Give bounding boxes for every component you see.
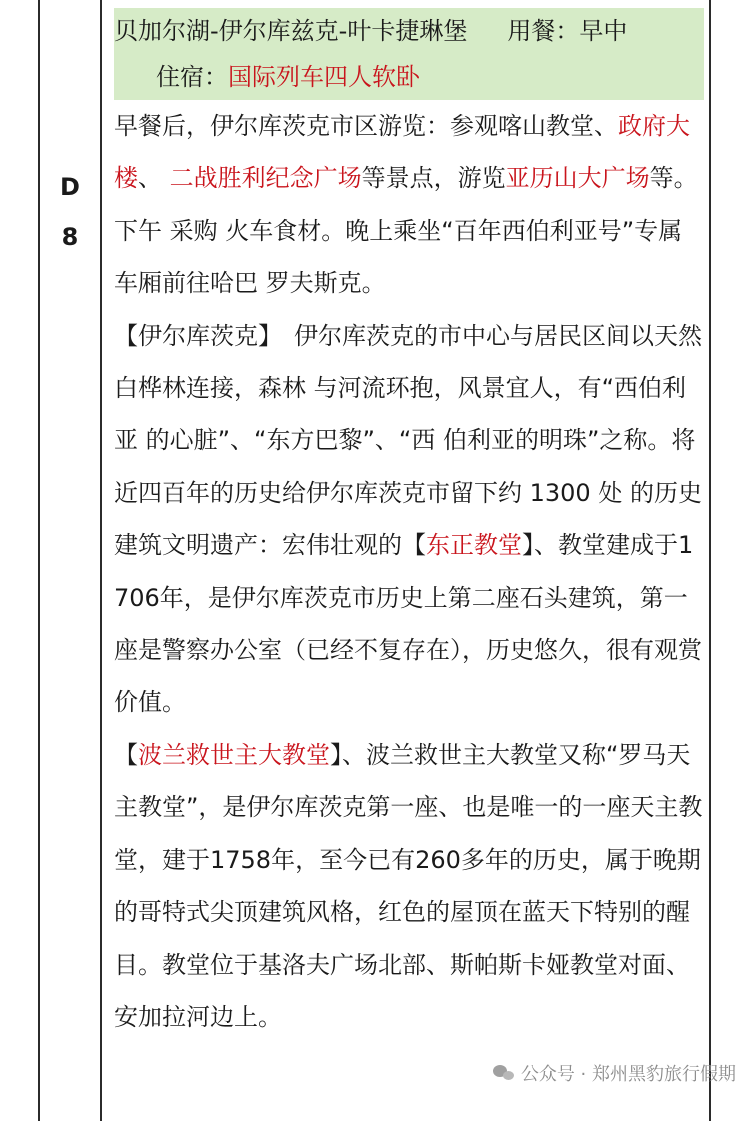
- lodging-value: 国际列车四人软卧: [228, 63, 420, 91]
- watermark-text: 公众号 · 郑州黑豹旅行假期: [520, 1064, 736, 1085]
- table-border-right: [709, 0, 711, 1121]
- highlight-text: 东正教堂: [426, 531, 522, 560]
- meal-info: 用餐：早中: [507, 17, 628, 45]
- lodging-label: 住宿：: [156, 63, 228, 91]
- highlight-text: 二战胜利纪念广场: [169, 164, 362, 193]
- body-text: 等景点，游览: [361, 164, 506, 193]
- body-text: 【: [114, 740, 138, 769]
- body-text: 、: [138, 164, 170, 193]
- watermark: [493, 1060, 736, 1086]
- body-text: 【伊尔库茨克】 伊尔库茨克的市中心与居民区间以天然白桦林连接，森林 与河流环抱，风景宜人，有“西伯利亚 的心脏”、“东方巴黎”、“西 伯利亚的明珠”之称。将近四百年的历史给伊尔库茨克市留下约 1300 处 的历史 建筑文明遗产：宏伟壮观的【: [114, 321, 702, 560]
- table-border-mid: [100, 0, 102, 1121]
- body-text: 】、波兰救世主大教堂又称“罗马天主教堂”，是伊尔库茨克第一座、也是唯一的一座天主教堂，建于1758年，至今已有260多年的历史，属于晚期的哥特式尖顶建筑风格，红色的屋顶在蓝天下特别的醒目。教堂位于基洛夫广场北部、斯帕斯卡娅教堂对面、安加拉河边上。: [114, 740, 703, 1031]
- route-row: [114, 8, 704, 54]
- body-text: 等。下午 采购 火车食材。晚上乘坐“百年西伯利亚号”专属车厢前往哈巴 罗夫斯克。: [114, 164, 698, 298]
- schedule-paragraph: [114, 100, 704, 310]
- body-text: 】、教堂建成于1706年，是伊尔库茨克市历史上第二座石头建筑，第一座是警察办公室（已经不复存在），历史悠久，很有观赏价值。: [114, 531, 702, 717]
- day-header: [114, 8, 704, 100]
- highlight-text: 政府大楼: [114, 112, 690, 193]
- irkutsk-intro-paragraph: [114, 310, 704, 729]
- day-number: 8: [61, 223, 79, 251]
- body-text: 早餐后，伊尔库茨克市区游览：参观喀山教堂、: [114, 112, 618, 140]
- polish-church-paragraph: [114, 729, 704, 1043]
- day-cell: [40, 0, 100, 1121]
- day-letter: D: [60, 173, 80, 201]
- day-content: [114, 8, 704, 1043]
- wechat-icon: [493, 1064, 515, 1082]
- route-title: 贝加尔湖-伊尔库兹克-叶卡捷琳堡: [114, 17, 468, 45]
- lodging-row: [114, 54, 704, 100]
- highlight-text: 波兰救世主大教堂: [138, 740, 330, 769]
- highlight-text: 亚历山大广场: [505, 164, 650, 193]
